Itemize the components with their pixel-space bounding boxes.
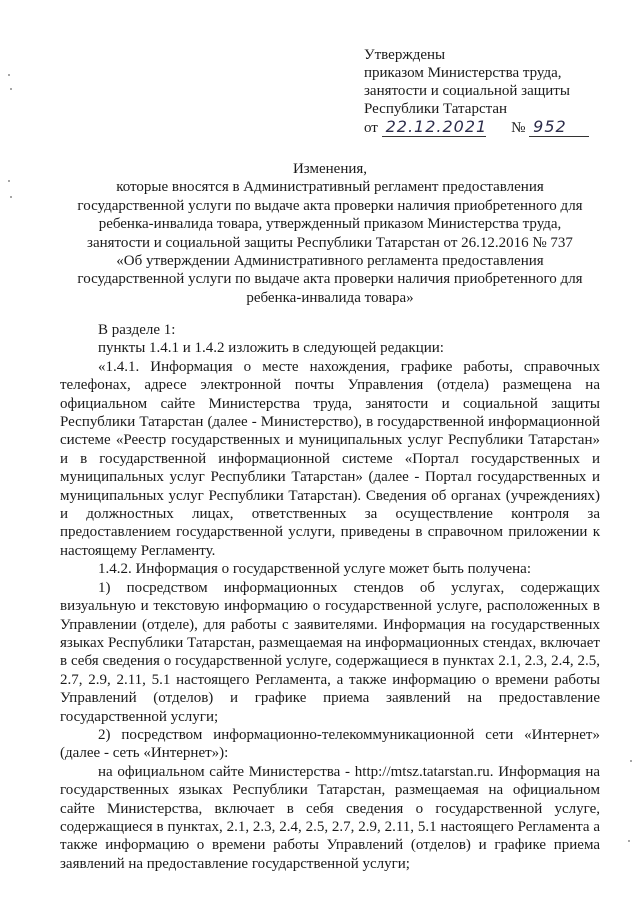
list-item: на официальном сайте Министерства - http://mtsz.tatarstan.ru. Информация на государственных языках Республики Татарстан, размещаемая на официальном сайте Министерства, включает в себя сведения о государственной услуге, содержащиеся в пунктах, 2.1, 2.3, 2.4, 2.5, 2.7, 2.9, 2.11, 5.1 настоящего Регламента а также информацию о времени работы Управлений (отделов) и графике приема заявлений на предоставление государственной услуги; [60,763,600,872]
heading-line: которые вносятся в Административный регламент предоставления [116,179,544,196]
document-body [60,321,600,873]
heading-line: занятости и социальной защиты Республики Татарстан от 26.12.2016 № 737 [87,234,573,251]
order-date: 22.12.2021 [382,118,486,137]
order-number-line [364,118,614,138]
number-label: № [511,120,526,136]
from-label: от [364,120,378,136]
list-item: 1) посредством информационных стендов об услугах, содержащих визуальную и текстовую информацию о государственной услуге, расположенных в Управлении (отделе), для работы с заявителями. Информация на государственных языках Республики Татарстан, размещаемая на информационных стендах, включает в себя сведения о государственной услуге, содержащиеся в пунктах 2.1, 2.3, 2.4, 2.5, 2.7, 2.9, 2.11, 5.1 настоящего Регламента, а также информацию о времени работы Управлений (отделов) и графике приема заявлений на предоставление государственной услуги; [60,579,600,725]
approval-line: Республики Татарстан [364,101,508,117]
approval-block [364,46,614,138]
section-title: В разделе 1: [98,322,176,338]
heading-line: государственной услуги по выдаче акта проверки наличия приобретенного для [77,271,583,288]
heading-line: Изменения, [292,161,368,177]
scan-mark [628,840,630,842]
heading-line: государственной услуги по выдаче акта проверки наличия приобретенного для [77,197,583,214]
approval-line: занятости и социальной защиты [364,83,570,99]
scan-mark [10,88,12,90]
scan-mark [8,180,10,182]
document-heading [70,160,590,307]
list-item: 2) посредством информационно-телекоммуникационной сети «Интернет» (далее - сеть «Интернет»): [60,726,600,762]
approval-line: Утверждены [364,47,446,63]
scan-mark [8,74,10,76]
heading-line: ребенка-инвалида товара, утвержденный приказом Министерства труда, [98,216,562,233]
scan-mark [630,760,632,762]
paragraph-1-4-1: «1.4.1. Информация о месте нахождения, графике работы, справочных телефонах, адресе электронной почты Управления (отдела) размещена на официальном сайте Министерства труда, занятости и социальной защиты Республики Татарстан (далее - Министерство), в государственной информационной системе «Реестр государственных и муниципальных услуг Республики Татарстан» и в государственной информационной системе «Портал государственных и муниципальных услуг Республики Татарстан» (далее - Портал государственных и муниципальных услуг Республики Татарстан). Сведения об органах (учреждениях) и должностных лицах, ответственных за осуществление контроля за предоставлением государственной услуги, приведены в справочном приложении к настоящему Регламенту. [60,358,600,559]
approval-line: приказом Министерства труда, [364,65,562,81]
intro-paragraph: пункты 1.4.1 и 1.4.2 изложить в следующей редакции: [98,340,444,357]
paragraph-1-4-2: 1.4.2. Информация о государственной услуге может быть получена: [98,561,531,578]
order-number: 952 [529,118,589,137]
heading-line: «Об утверждении Административного регламента предоставления [116,253,544,270]
heading-line: ребенка-инвалида товара» [246,289,414,306]
scan-mark [10,196,12,198]
